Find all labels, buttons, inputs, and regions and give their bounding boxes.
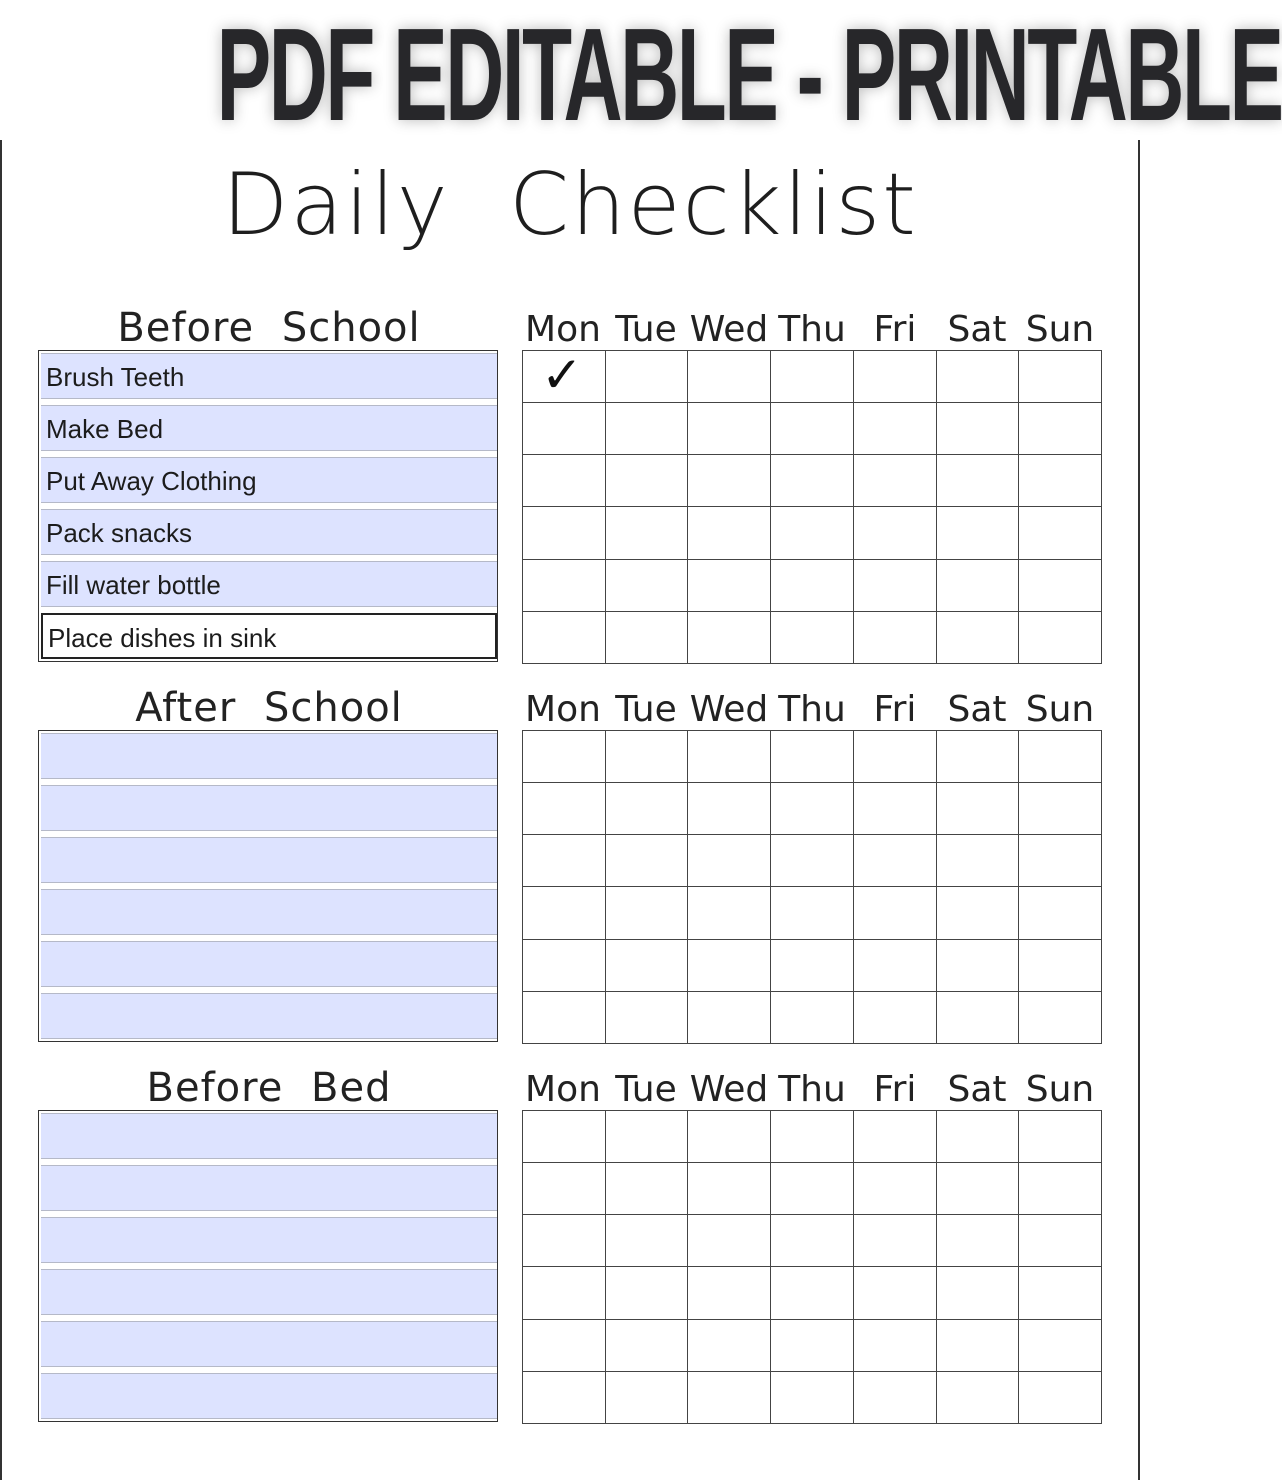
check-cell[interactable]	[853, 1319, 936, 1371]
check-cell[interactable]	[523, 835, 606, 887]
check-cell[interactable]	[853, 991, 936, 1043]
grid-row	[523, 1163, 1102, 1215]
check-cell[interactable]	[936, 403, 1019, 455]
task-field[interactable]	[41, 1321, 497, 1367]
section-title: Before School	[117, 305, 421, 351]
check-cell[interactable]	[523, 939, 606, 991]
day-label-mon: Mon	[525, 1069, 601, 1110]
task-list	[38, 730, 498, 1042]
day-label-sat: Sat	[947, 689, 1007, 730]
check-cell[interactable]	[605, 835, 688, 887]
check-cell[interactable]	[936, 507, 1019, 559]
check-cell[interactable]	[1019, 1163, 1102, 1215]
check-cell[interactable]	[853, 1371, 936, 1423]
grid-row	[523, 1371, 1102, 1423]
check-cell[interactable]	[936, 783, 1019, 835]
grid-row	[523, 783, 1102, 835]
grid-row	[523, 1111, 1102, 1163]
check-cell[interactable]	[936, 1215, 1019, 1267]
check-cell[interactable]	[1019, 559, 1102, 611]
task-field[interactable]	[41, 1165, 497, 1211]
check-cell[interactable]	[1019, 507, 1102, 559]
check-cell[interactable]	[853, 1267, 936, 1319]
check-cell[interactable]	[936, 887, 1019, 939]
grid-row	[523, 507, 1102, 559]
check-cell[interactable]	[605, 939, 688, 991]
check-cell[interactable]	[936, 1111, 1019, 1163]
section-title: After School	[135, 685, 403, 731]
check-cell[interactable]	[688, 351, 771, 403]
day-label-mon: Mon	[525, 689, 601, 730]
check-grid	[522, 1110, 1102, 1424]
check-cell[interactable]	[605, 403, 688, 455]
check-cell[interactable]	[771, 783, 854, 835]
check-cell[interactable]	[523, 887, 606, 939]
check-cell[interactable]	[523, 1215, 606, 1267]
check-cell[interactable]	[853, 507, 936, 559]
check-cell[interactable]	[523, 1319, 606, 1371]
check-cell[interactable]	[523, 731, 606, 783]
check-cell[interactable]	[771, 939, 854, 991]
grid-row	[523, 835, 1102, 887]
check-cell[interactable]	[523, 403, 606, 455]
check-cell[interactable]	[688, 1319, 771, 1371]
check-cell[interactable]	[688, 783, 771, 835]
day-label-mon: Mon	[525, 309, 601, 350]
check-cell[interactable]	[1019, 611, 1102, 663]
day-label-wed: Wed	[689, 1069, 769, 1110]
check-cell[interactable]	[853, 1163, 936, 1215]
check-cell[interactable]	[771, 1267, 854, 1319]
check-cell[interactable]	[936, 991, 1019, 1043]
check-cell[interactable]	[771, 731, 854, 783]
grid-row	[523, 559, 1102, 611]
day-label-sun: Sun	[1025, 689, 1095, 730]
day-label-thu: Thu	[778, 689, 846, 730]
task-list	[38, 1110, 498, 1422]
check-cell[interactable]	[936, 1319, 1019, 1371]
check-cell[interactable]	[605, 1267, 688, 1319]
task-field[interactable]	[41, 1217, 497, 1263]
day-label-sun: Sun	[1025, 1069, 1095, 1110]
grid-row	[523, 1215, 1102, 1267]
check-cell[interactable]	[605, 731, 688, 783]
day-label-sat: Sat	[947, 309, 1007, 350]
check-cell[interactable]	[1019, 455, 1102, 507]
task-field[interactable]: Make Bed	[41, 405, 497, 451]
day-label-tue: Tue	[615, 309, 677, 350]
check-cell[interactable]	[523, 611, 606, 663]
check-cell[interactable]	[853, 939, 936, 991]
task-field[interactable]: Fill water bottle	[41, 561, 497, 607]
check-cell[interactable]	[605, 1163, 688, 1215]
check-cell[interactable]	[605, 1371, 688, 1423]
check-cell[interactable]	[605, 507, 688, 559]
check-cell[interactable]	[1019, 783, 1102, 835]
check-cell[interactable]	[853, 887, 936, 939]
task-field[interactable]	[41, 1113, 497, 1159]
section-2	[0, 1062, 1140, 1442]
check-cell[interactable]	[1019, 1319, 1102, 1371]
check-cell[interactable]	[688, 559, 771, 611]
task-field[interactable]: Put Away Clothing	[41, 457, 497, 503]
check-cell[interactable]	[936, 559, 1019, 611]
check-cell[interactable]	[688, 403, 771, 455]
check-cell[interactable]	[605, 351, 688, 403]
task-field[interactable]: Pack snacks	[41, 509, 497, 555]
check-cell[interactable]	[688, 939, 771, 991]
day-label-wed: Wed	[689, 309, 769, 350]
check-cell[interactable]	[771, 1163, 854, 1215]
day-label-fri: Fri	[873, 689, 917, 730]
day-header-row	[522, 306, 1102, 352]
check-cell[interactable]	[523, 1267, 606, 1319]
check-cell[interactable]	[688, 991, 771, 1043]
check-cell[interactable]	[771, 611, 854, 663]
check-cell[interactable]	[1019, 1111, 1102, 1163]
check-cell[interactable]	[1019, 731, 1102, 783]
check-cell[interactable]	[605, 1111, 688, 1163]
grid-row	[523, 939, 1102, 991]
task-field[interactable]	[41, 1373, 497, 1419]
grid-row	[523, 731, 1102, 783]
check-cell[interactable]	[688, 835, 771, 887]
check-cell[interactable]	[523, 559, 606, 611]
check-cell[interactable]	[853, 455, 936, 507]
check-cell[interactable]	[523, 1111, 606, 1163]
check-cell[interactable]	[688, 455, 771, 507]
check-cell[interactable]	[936, 1163, 1019, 1215]
check-cell[interactable]	[523, 1163, 606, 1215]
check-cell[interactable]	[771, 507, 854, 559]
grid-row	[523, 887, 1102, 939]
check-cell[interactable]	[771, 887, 854, 939]
day-label-tue: Tue	[615, 689, 677, 730]
check-grid	[522, 346, 1102, 664]
grid-row	[523, 351, 1102, 403]
check-cell[interactable]	[688, 1111, 771, 1163]
check-cell[interactable]	[853, 1215, 936, 1267]
task-field[interactable]	[41, 785, 497, 831]
day-label-wed: Wed	[689, 689, 769, 730]
task-list	[38, 350, 498, 662]
check-cell[interactable]	[688, 887, 771, 939]
check-cell[interactable]	[771, 1319, 854, 1371]
check-cell[interactable]	[771, 1215, 854, 1267]
task-field[interactable]	[41, 889, 497, 935]
check-cell[interactable]	[605, 991, 688, 1043]
page-title: Daily Checklist	[222, 155, 918, 255]
check-cell[interactable]	[1019, 1215, 1102, 1267]
grid-row	[523, 1267, 1102, 1319]
task-field[interactable]	[41, 941, 497, 987]
check-cell[interactable]	[605, 455, 688, 507]
check-cell[interactable]	[523, 1371, 606, 1423]
check-cell[interactable]	[1019, 939, 1102, 991]
check-grid	[522, 730, 1102, 1044]
check-cell[interactable]	[771, 835, 854, 887]
check-cell[interactable]	[936, 835, 1019, 887]
grid-row	[523, 455, 1102, 507]
day-header-row	[522, 1066, 1102, 1112]
check-cell[interactable]	[771, 351, 854, 403]
task-field[interactable]	[41, 733, 497, 779]
check-cell[interactable]	[936, 351, 1019, 403]
day-label-sat: Sat	[947, 1069, 1007, 1110]
check-cell[interactable]	[605, 887, 688, 939]
check-cell[interactable]	[523, 507, 606, 559]
check-cell[interactable]	[853, 783, 936, 835]
check-cell[interactable]	[936, 1267, 1019, 1319]
day-label-fri: Fri	[873, 1069, 917, 1110]
check-cell[interactable]	[688, 1371, 771, 1423]
task-field[interactable]	[41, 837, 497, 883]
day-header-row	[522, 686, 1102, 732]
check-cell[interactable]	[688, 1215, 771, 1267]
check-cell[interactable]	[853, 351, 936, 403]
check-cell[interactable]	[605, 1215, 688, 1267]
check-cell[interactable]	[523, 455, 606, 507]
check-cell[interactable]	[771, 455, 854, 507]
check-cell[interactable]	[605, 559, 688, 611]
check-cell[interactable]	[771, 1111, 854, 1163]
check-cell[interactable]	[1019, 991, 1102, 1043]
check-cell[interactable]	[936, 1371, 1019, 1423]
check-cell[interactable]	[523, 783, 606, 835]
check-cell[interactable]	[1019, 835, 1102, 887]
check-cell[interactable]	[688, 1267, 771, 1319]
check-cell[interactable]	[771, 1371, 854, 1423]
banner-title: PDF EDITABLE - PRINTABLE	[216, 1, 1282, 148]
day-label-fri: Fri	[873, 309, 917, 350]
check-cell[interactable]	[1019, 1267, 1102, 1319]
check-cell[interactable]	[853, 611, 936, 663]
check-cell[interactable]	[688, 507, 771, 559]
grid-row	[523, 403, 1102, 455]
check-cell[interactable]	[853, 403, 936, 455]
check-cell[interactable]	[771, 403, 854, 455]
grid-row	[523, 611, 1102, 663]
check-cell[interactable]	[771, 991, 854, 1043]
check-cell[interactable]	[1019, 1371, 1102, 1423]
check-cell[interactable]	[936, 455, 1019, 507]
check-cell[interactable]	[688, 731, 771, 783]
task-field[interactable]	[41, 993, 497, 1039]
check-grid-table	[522, 730, 1102, 1044]
check-cell[interactable]	[605, 1319, 688, 1371]
grid-row	[523, 991, 1102, 1043]
check-cell[interactable]	[1019, 351, 1102, 403]
check-grid-table	[522, 1110, 1102, 1424]
day-label-thu: Thu	[778, 309, 846, 350]
grid-row	[523, 1319, 1102, 1371]
check-cell[interactable]	[853, 731, 936, 783]
task-field[interactable]: Place dishes in sink	[41, 613, 497, 659]
check-cell[interactable]	[853, 835, 936, 887]
task-field[interactable]: Brush Teeth	[41, 353, 497, 399]
day-label-tue: Tue	[615, 1069, 677, 1110]
section-1	[0, 682, 1140, 1062]
check-cell[interactable]	[523, 991, 606, 1043]
check-cell[interactable]	[936, 731, 1019, 783]
task-field[interactable]	[41, 1269, 497, 1315]
check-cell[interactable]	[1019, 887, 1102, 939]
check-cell[interactable]	[605, 611, 688, 663]
check-cell[interactable]	[523, 346, 606, 404]
check-grid-table	[522, 346, 1102, 664]
day-label-sun: Sun	[1025, 309, 1095, 350]
check-cell[interactable]	[688, 1163, 771, 1215]
section-0	[0, 302, 1140, 682]
check-cell[interactable]	[771, 559, 854, 611]
check-cell[interactable]	[688, 611, 771, 663]
check-cell[interactable]	[936, 939, 1019, 991]
day-label-thu: Thu	[778, 1069, 846, 1110]
check-cell[interactable]	[1019, 403, 1102, 455]
check-cell[interactable]	[853, 1111, 936, 1163]
section-title: Before Bed	[146, 1065, 392, 1111]
check-cell[interactable]	[605, 783, 688, 835]
check-cell[interactable]	[936, 611, 1019, 663]
check-mark-icon: ✓	[541, 346, 583, 404]
check-cell[interactable]	[853, 559, 936, 611]
